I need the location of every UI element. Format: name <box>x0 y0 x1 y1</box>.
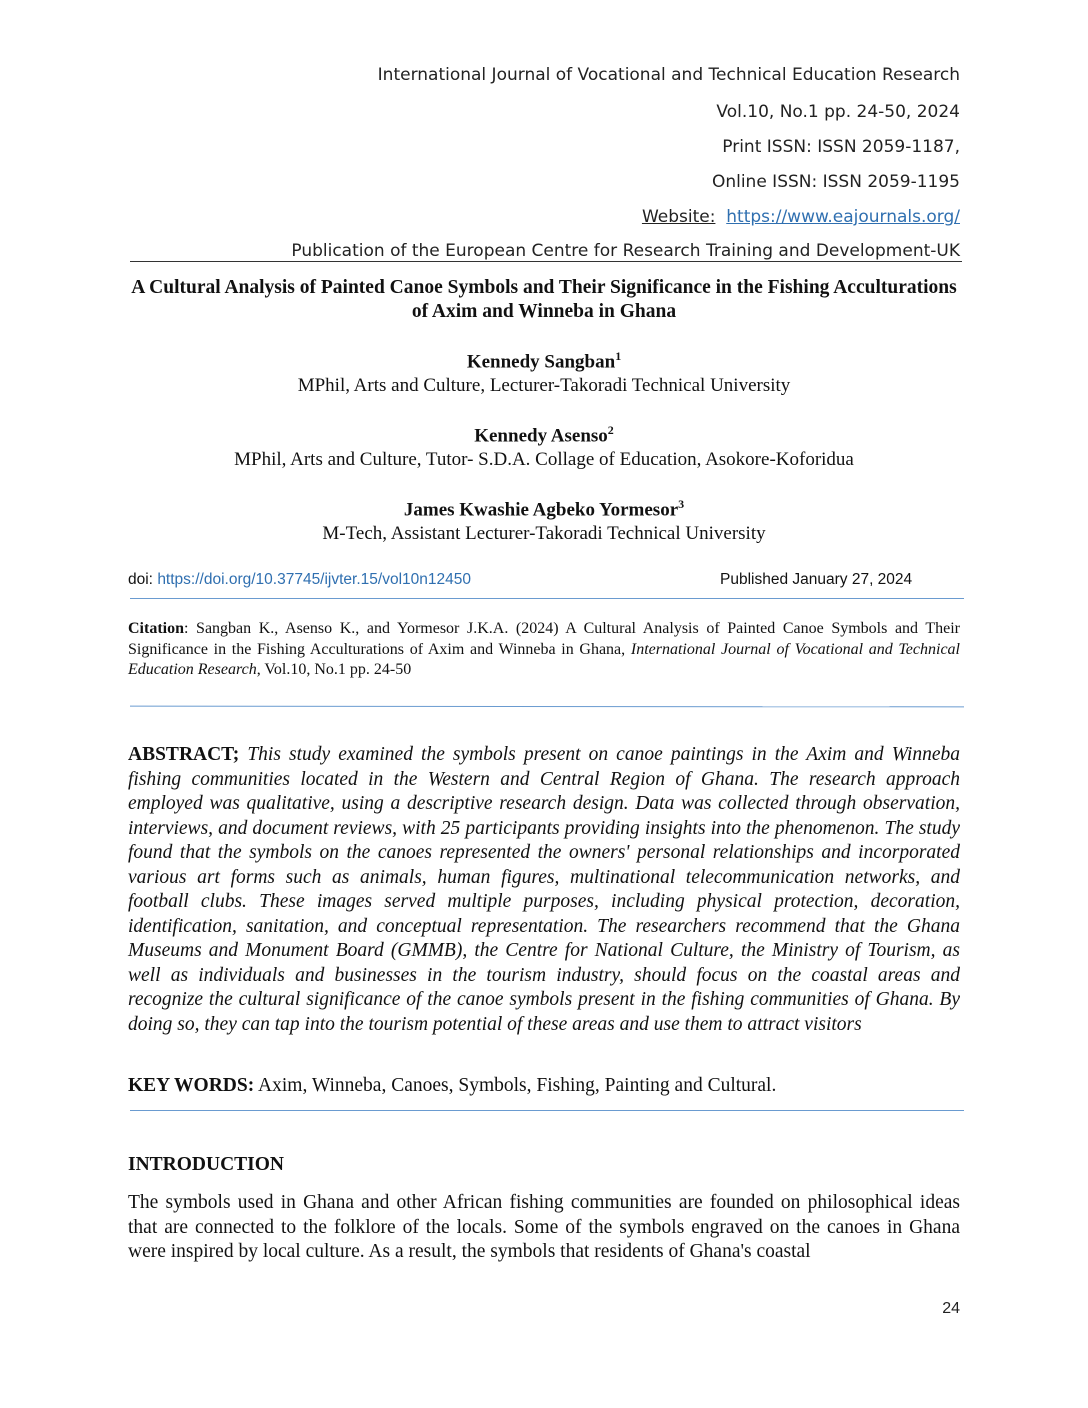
abstract <box>128 743 960 1037</box>
online-issn: Online ISSN: ISSN 2059-1195 <box>711 172 960 192</box>
author-sup: 3 <box>678 497 685 511</box>
author-sup: 2 <box>607 423 614 437</box>
volume-info: Vol.10, No.1 pp. 24-50, 2024 <box>716 102 960 122</box>
journal-name: International Journal of Vocational and Technical Education Research <box>377 65 960 85</box>
author-block-3 <box>130 497 958 545</box>
citation-label: Citation <box>128 620 184 637</box>
doi-link[interactable]: https://doi.org/10.37745/ijvter.15/vol10n12450 <box>157 571 471 588</box>
published-date: Published January 27, 2024 <box>720 571 913 588</box>
keywords-label: KEY WORDS: <box>128 1075 255 1096</box>
author-name: Kennedy Sangban <box>466 351 616 373</box>
website-line <box>642 207 960 227</box>
author-affiliation: MPhil, Arts and Culture, Lecturer-Takoradi Technical University <box>297 375 791 397</box>
website-link[interactable]: https://www.eajournals.org/ <box>726 207 960 227</box>
doi-rule <box>130 598 964 599</box>
author-affiliation: MPhil, Arts and Culture, Tutor- S.D.A. Collage of Education, Asokore-Koforidua <box>234 449 854 471</box>
print-issn: Print ISSN: ISSN 2059-1187, <box>722 137 960 157</box>
citation <box>128 619 960 681</box>
page-number: 24 <box>942 1300 960 1317</box>
author-name: James Kwashie Agbeko Yormesor <box>403 499 679 521</box>
author-affiliation: M-Tech, Assistant Lecturer-Takoradi Technical University <box>322 523 766 545</box>
citation-text: : Sangban K., Asenso K., and Yormesor J.K.A. (2024) A Cultural Analysis of Painted Canoe Symbols and Their Significance in the Fishing Acculturations of Axim and Winneba in Ghana, <box>128 620 960 658</box>
introduction-paragraph: The symbols used in Ghana and other African fishing communities are founded on philosophical ideas that are connected to the folklore of the locals. Some of the symbols engraved on the canoes in Ghana were inspired by local culture. As a result, the symbols that residents of Ghana's coastal <box>128 1192 960 1262</box>
doi-row <box>128 571 962 589</box>
doi-label: doi: <box>128 571 153 588</box>
citation-volume: , Vol.10, No.1 pp. 24-50 <box>256 661 412 678</box>
author-block-2 <box>130 423 958 471</box>
keywords-text: Axim, Winneba, Canoes, Symbols, Fishing, Painting and Cultural. <box>258 1075 777 1096</box>
header-rule <box>130 261 962 262</box>
citation-journal: International Journal of Vocational and Technical Education Research <box>128 640 961 678</box>
keywords-rule <box>130 1110 964 1111</box>
abstract-text: This study examined the symbols present on canoe paintings in the Axim and Winneba fishing communities located in the Western and Central Region of Ghana. The research approach employed was qualitative, using a descriptive research design. Data was collected through observation, interviews, and document reviews, with 25 participants providing insights into the phenomenon. The study found that the symbols on the canoes represented the owners' personal relationships and incorporated various art forms such as animals, human figures, multinational telecommunication networks, and football clubs. These images served multiple purposes, including physical protection, decoration, identification, sanitation, and conceptual representation. The researchers recommend that the Ghana Museums and Monument Board (GMMB), the Centre for National Culture, the Ministry of Tourism, as well as individuals and businesses in the tourism industry, should focus on the coastal areas and recognize the cultural significance of the canoe symbols present in the fishing communities of Ghana. By doing so, they can tap into the tourism potential of these areas and use them to attract visitors <box>128 744 960 1035</box>
publisher-line: Publication of the European Centre for Research Training and Development-UK <box>291 241 960 261</box>
author-sup: 1 <box>615 349 622 363</box>
citation-rule <box>130 706 964 708</box>
abstract-label: ABSTRACT; <box>128 744 240 765</box>
author-block-1 <box>130 349 958 397</box>
website-label: Website: <box>641 207 716 227</box>
paper-title: A Cultural Analysis of Painted Canoe Symbols and Their Significance in the Fishing Acculturations of Axim and Winneba in Ghana <box>131 277 957 322</box>
author-name: Kennedy Asenso <box>474 425 608 447</box>
introduction-heading: INTRODUCTION <box>128 1154 285 1175</box>
keywords <box>128 1075 960 1097</box>
